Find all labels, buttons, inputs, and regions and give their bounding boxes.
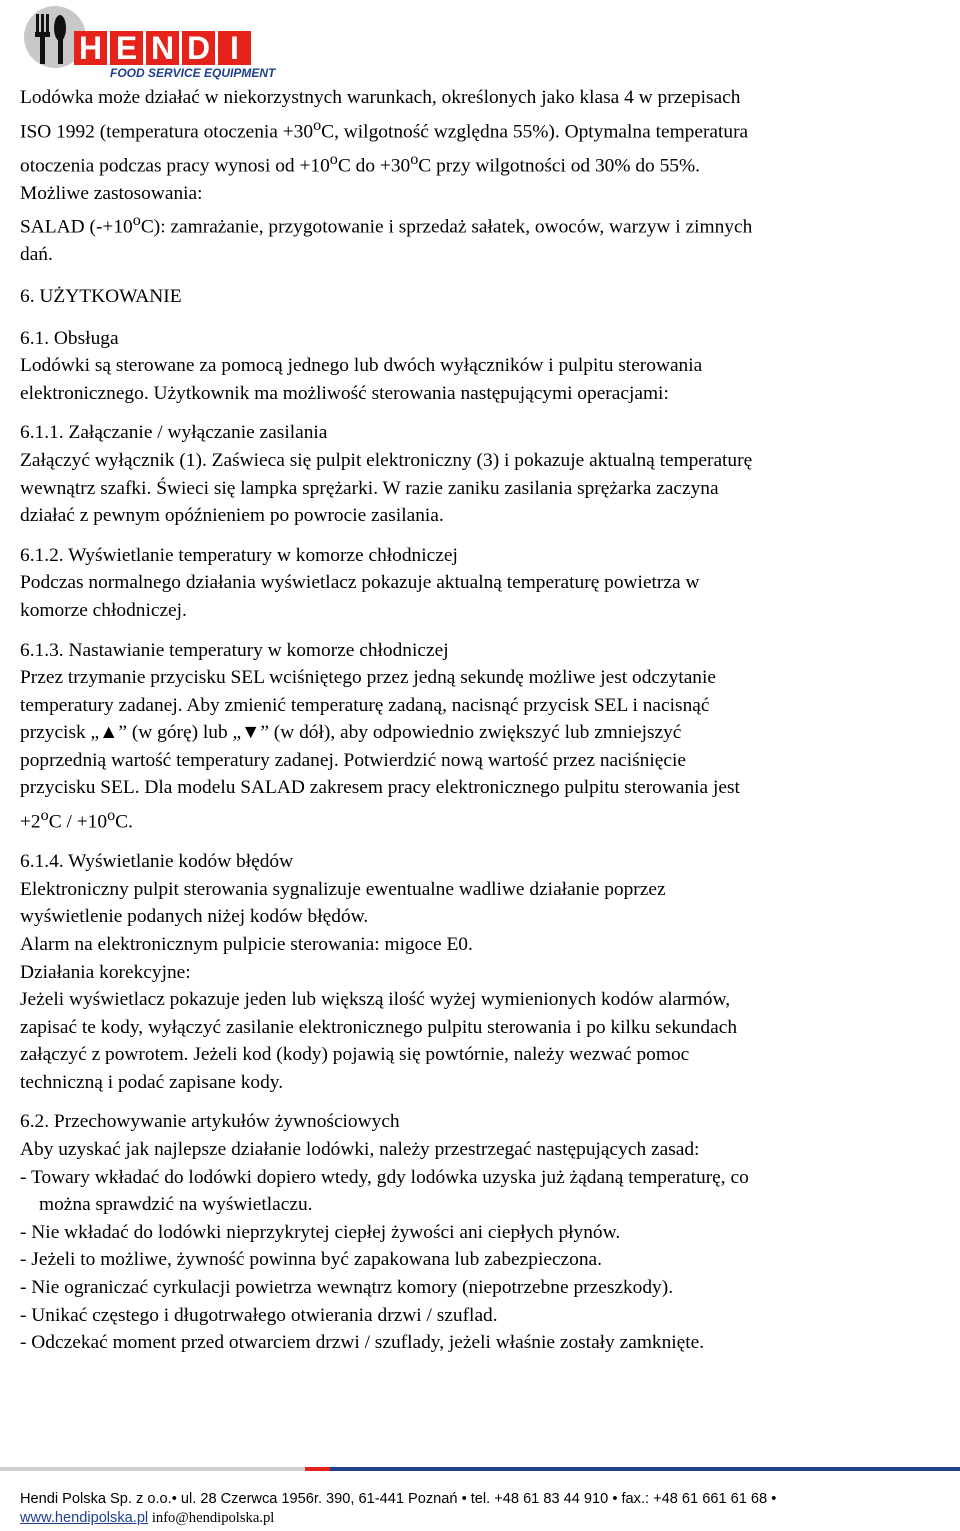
paragraph-line: Lodówka może działać w niekorzystnych warunkach, określonych jako klasa 4 w przepisach [20,87,741,108]
paragraph-line: Aby uzyskać jak najlepsze działanie lodówki, należy przestrzegać następujących zasad: [20,1139,700,1161]
brand-letter: D [182,31,215,65]
brand-letter: E [110,31,143,65]
paragraph-line: Jeżeli wyświetlacz pokazuje jeden lub większą ilość wyżej wymienionych kodów alarmów, [20,989,731,1011]
website-link[interactable]: www.hendipolska.pl [20,1510,149,1526]
subsection-heading: 6.2. Przechowywanie artykułów żywnościowych [20,1111,400,1133]
paragraph-line: techniczną i podać zapisane kody. [20,1071,284,1093]
footer-address: Hendi Polska Sp. z o.o.• ul. 28 Czerwca 1956r. 390, 61-441 Poznań • tel. +48 61 83 44 910 • fax.: +48 61 661 61 68 • [20,1491,777,1507]
paragraph-line: wewnątrz szafki. Świeci się lampka sprężarki. W razie zaniku zasilania sprężarka zaczyna [20,477,719,499]
brand-letter: I [218,31,251,65]
paragraph-line: Przez trzymanie przycisku SEL wciśniętego przez jedną sekundę możliwe jest odczytanie [20,667,716,689]
paragraph-line: komorze chłodniczej. [20,599,187,621]
arrow-up-icon: ▲ [99,722,119,744]
subsection-heading: 6.1.4. Wyświetlanie kodów błędów [20,851,294,873]
list-item: - Jeżeli to możliwe, żywność powinna być zapakowana lub zabezpieczona. [20,1249,603,1271]
paragraph-line: temperatury zadanej. Aby zmienić temperaturę zadaną, nacisnąć przycisk SEL i nacisnąć [20,694,710,716]
brand-name [74,31,254,65]
list-item: - Odczekać moment przed otwarciem drzwi / szuflady, jeżeli właśnie zostały zamknięte. [20,1332,705,1354]
list-item-continuation: można sprawdzić na wyświetlaczu. [39,1194,313,1216]
arrow-down-icon: ▼ [241,722,261,744]
paragraph-line: Elektroniczny pulpit sterowania sygnalizuje ewentualne wadliwe działanie poprzez [20,878,666,900]
list-item: - Nie ograniczać cyrkulacji powietrza wewnątrz komory (niepotrzebne przeszkody). [20,1277,674,1299]
paragraph-line: otoczenia podczas pracy wynosi od $+10^oC$ do $+30^oC$ przy wilgotności od 30% do 55%. [20,150,700,177]
paragraph-line: przycisk „▲” (w górę) lub „▼” (w dół), aby odpowiednio zwiększyć lub zmniejszyć [20,722,682,744]
paragraph-line: Załączyć wyłącznik (1). Zaświeca się pulpit elektroniczny (3) i pokazuje aktualną temperaturę [20,449,753,471]
list-item: - Towary wkładać do lodówki dopiero wtedy, gdy lodówka uzyska już żądaną temperaturę, co [20,1166,749,1188]
paragraph-line: Możliwe zastosowania: [20,182,203,204]
subsection-heading: 6.1. Obsługa [20,327,119,349]
list-item: - Nie wkładać do lodówki nieprzykrytej ciepłej żywości ani ciepłych płynów. [20,1221,621,1243]
email-link[interactable]: info@hendipolska.pl [151,1510,275,1526]
brand-letter: H [74,31,107,65]
paragraph-line: poprzednią wartość temperatury zadanej. Potwierdzić nową wartość przez naciśnięcie [20,749,686,771]
paragraph-line: przycisku SEL. Dla modelu SALAD zakresem pracy elektronicznego pulpitu sterowania jest [20,777,740,799]
paragraph-line: wyświetlenie podanych niżej kodów błędów. [20,906,369,928]
subsection-heading: 6.1.3. Nastawianie temperatury w komorze chłodniczej [20,639,449,661]
paragraph-line: ISO 1992 (temperatura otoczenia $+30^oC$, wilgotność względna 55%). Optymalna temperatura [20,116,749,143]
paragraph-line: Podczas normalnego działania wyświetlacz pokazuje aktualną temperaturę powietrza w [20,572,700,594]
list-item: - Unikać częstego i długotrwałego otwierania drzwi / szuflad. [20,1304,498,1326]
footer-divider [0,1467,960,1471]
brand-letter: N [146,31,179,65]
brand-subtitle: FOOD SERVICE EQUIPMENT [110,66,276,80]
paragraph-line: Alarm na elektronicznym pulpicie sterowania: migoce E0. [20,933,473,955]
document-body [20,84,950,1357]
footer-contact [20,1510,274,1527]
subsection-heading: 6.1.1. Załączanie / wyłączanie zasilania [20,422,328,444]
paragraph-line: elektronicznego. Użytkownik ma możliwość sterowania następującymi operacjami: [20,382,669,404]
paragraph-line: Lodówki są sterowane za pomocą jednego lub dwóch wyłączników i pulpitu sterowania [20,355,703,377]
section-heading: 6. UŻYTKOWANIE [20,285,182,307]
paragraph-line: $+2^oC / +10^oC$. [20,807,133,833]
paragraph-line: zapisać te kody, wyłączyć zasilanie elektronicznego pulpitu sterowania i po kilku sekundach [20,1016,738,1038]
paragraph-line: dań. [20,244,53,266]
hendi-logo [24,6,276,80]
paragraph-line: Działania korekcyjne: [20,961,191,983]
paragraph-line: SALAD $(-+10^oC)$: zamrażanie, przygotowanie i sprzedaż sałatek, owoców, warzyw i zimnych [20,212,753,238]
paragraph-line: działać z pewnym opóźnieniem po powrocie zasilania. [20,505,444,527]
subsection-heading: 6.1.2. Wyświetlanie temperatury w komorze chłodniczej [20,544,458,566]
paragraph-line: załączyć z powrotem. Jeżeli kod (kody) pojawią się powtórnie, należy wezwać pomoc [20,1044,690,1066]
